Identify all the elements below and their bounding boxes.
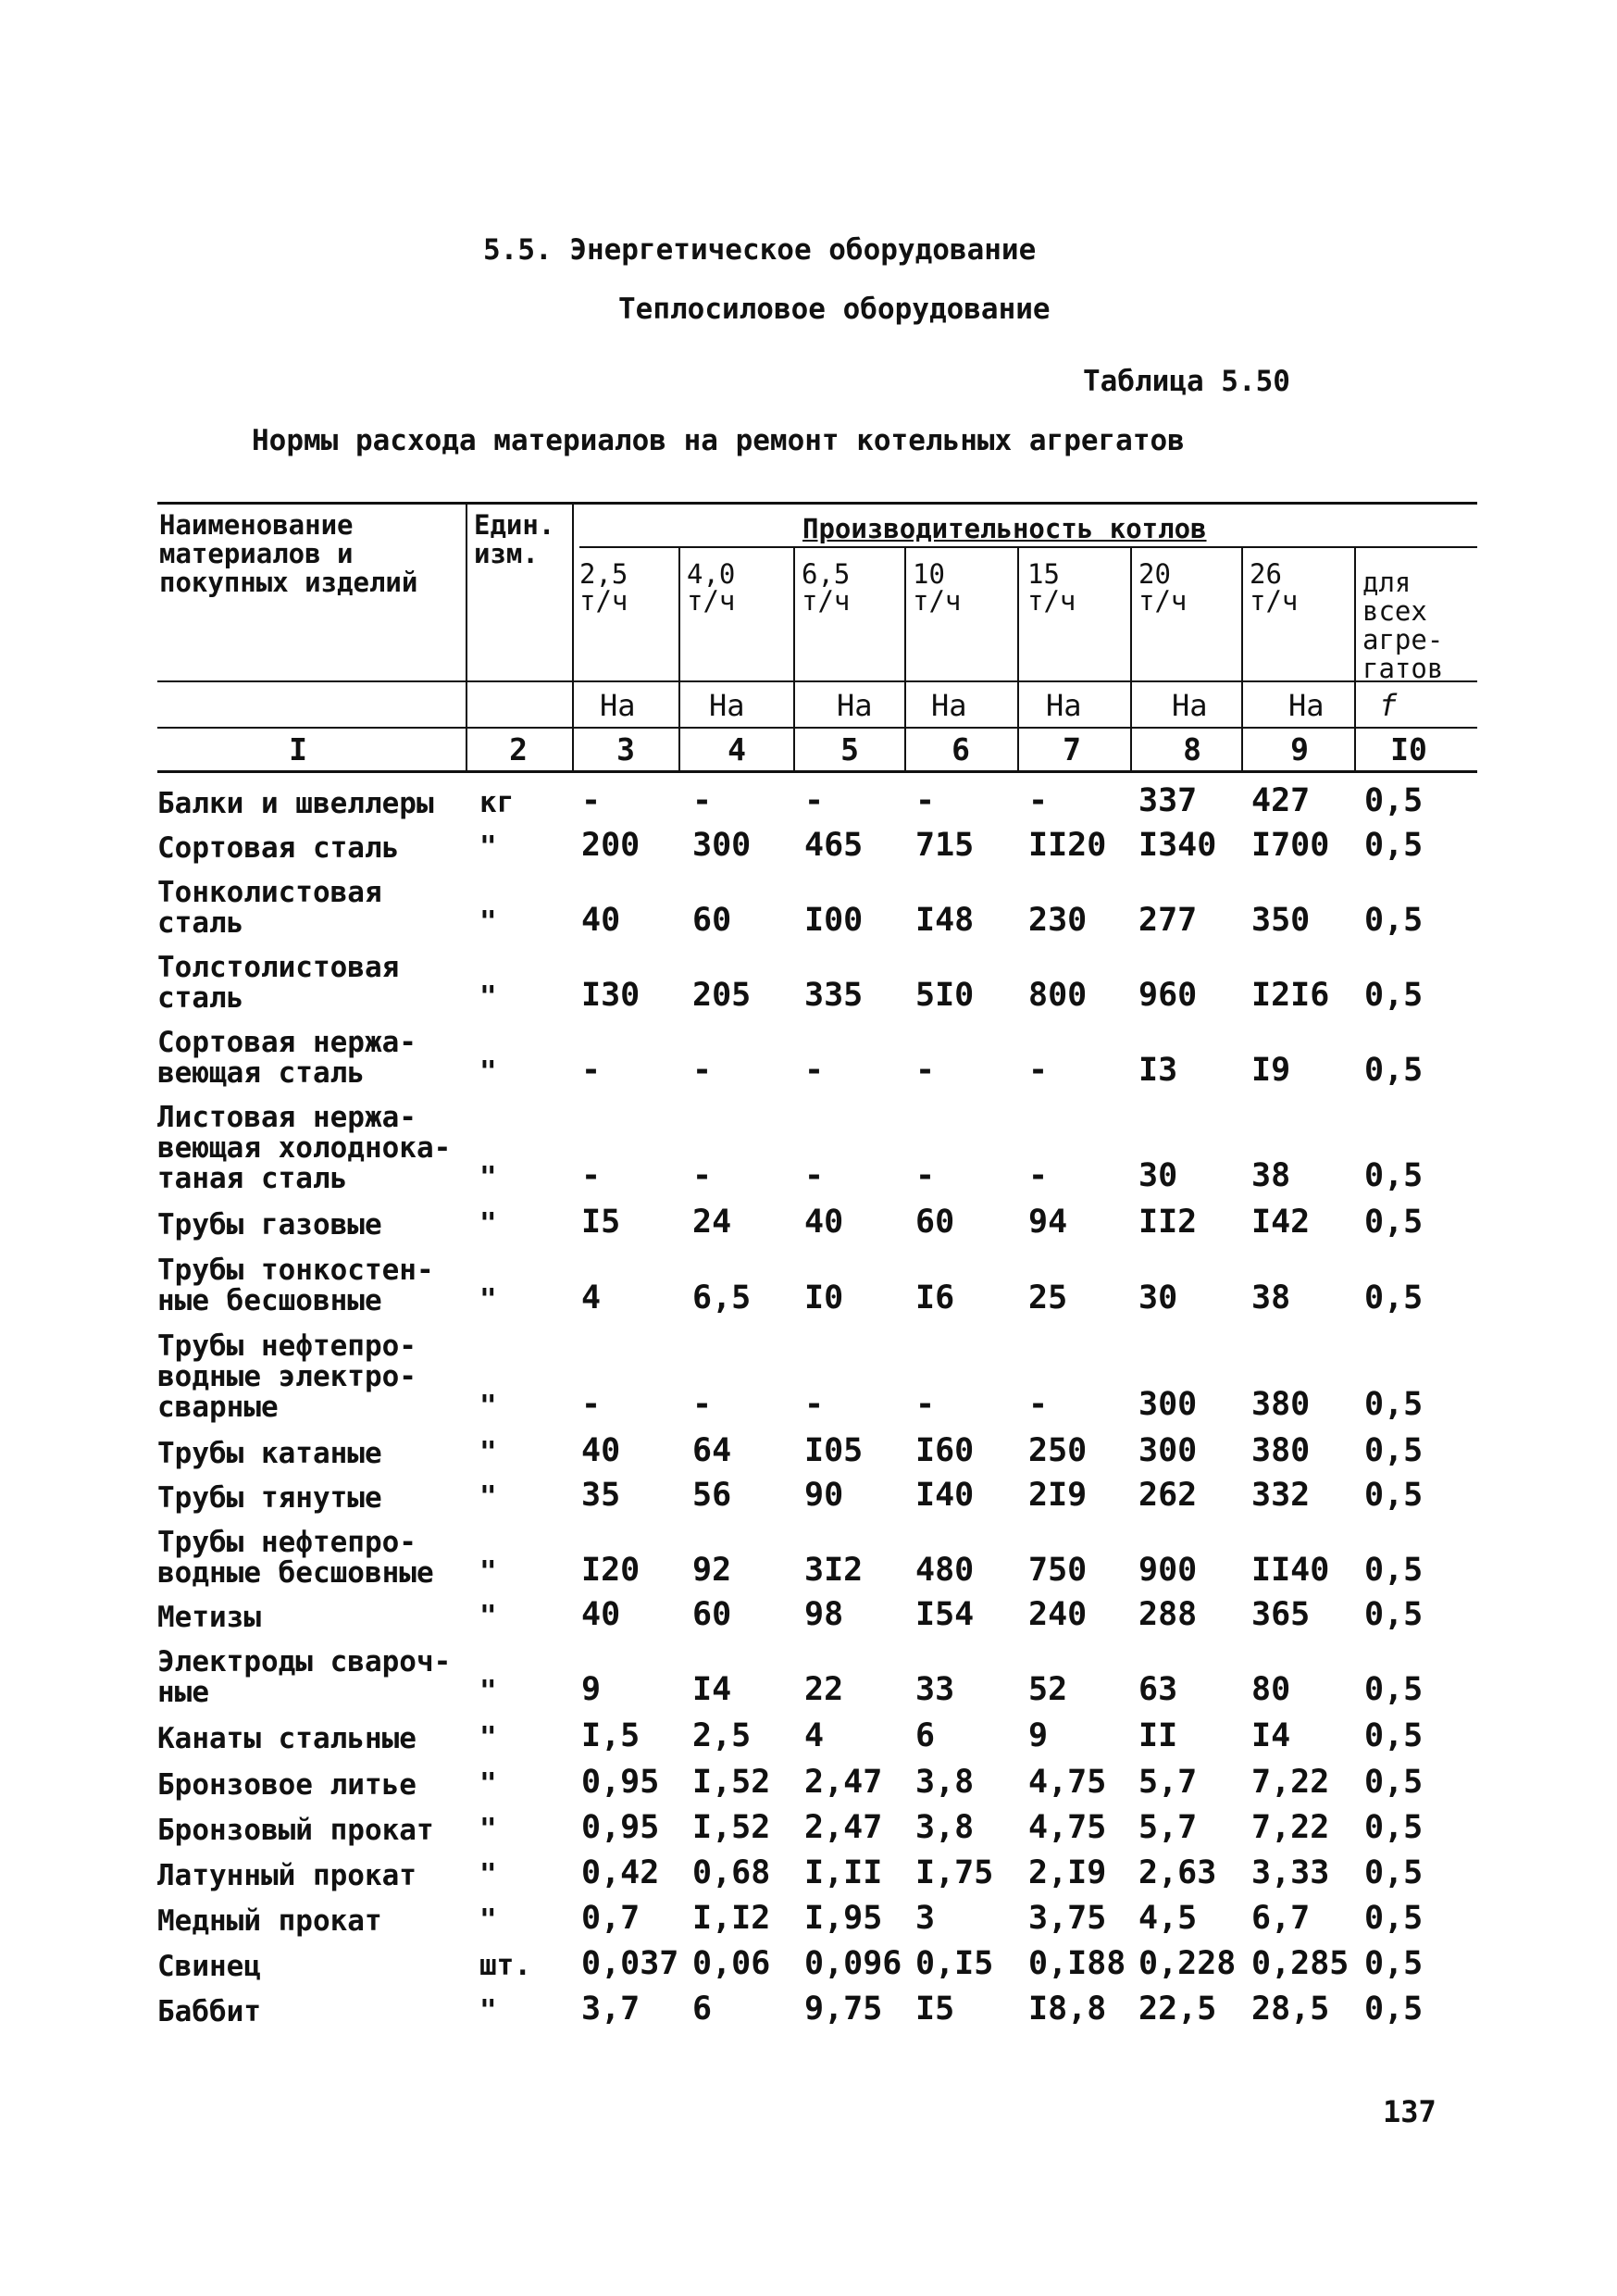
value-6-5: I,II	[804, 1854, 883, 1891]
value-20: 0,228	[1138, 1945, 1237, 1982]
value-6-5: 22	[804, 1671, 844, 1708]
value-all: 0,5	[1364, 1596, 1424, 1633]
header-rule-1	[157, 680, 1477, 682]
value-2-5: -	[581, 782, 602, 819]
value-26: I42	[1251, 1204, 1311, 1241]
value-all: 0,5	[1364, 1717, 1424, 1754]
unit: "	[479, 980, 497, 1014]
capacity-header: 26 т/ч	[1250, 558, 1299, 617]
col-rule	[678, 548, 680, 771]
value-2-5: 0,95	[581, 1809, 660, 1846]
material-name: Метизы	[157, 1601, 261, 1634]
value-10: I5	[915, 1990, 955, 2028]
value-all: 0,5	[1364, 1671, 1424, 1708]
material-name: Бронзовое литье	[157, 1768, 417, 1802]
unit: "	[479, 1436, 497, 1469]
norm-symbol: На	[709, 688, 745, 723]
column-number: 6	[952, 731, 970, 767]
value-6-5: -	[804, 1157, 825, 1194]
value-10: 3,8	[915, 1764, 975, 1801]
norm-symbol: f	[1379, 688, 1398, 723]
value-all: 0,5	[1364, 1809, 1424, 1846]
value-all: 0,5	[1364, 1157, 1424, 1194]
value-6-5: I00	[804, 902, 864, 939]
value-15: 9	[1028, 1717, 1049, 1754]
column-number: 5	[840, 731, 859, 767]
material-name: Электроды свароч- ные	[157, 1645, 452, 1709]
value-10: 33	[915, 1671, 955, 1708]
material-name: Трубы катаные	[157, 1437, 382, 1470]
value-10: -	[915, 1157, 936, 1194]
value-20: 300	[1138, 1386, 1198, 1423]
material-name: Бронзовый прокат	[157, 1814, 434, 1847]
col-rule	[1354, 548, 1356, 771]
value-all: 0,5	[1364, 1204, 1424, 1241]
column-number: I0	[1390, 731, 1427, 767]
material-name: Трубы тонкостен- ные бесшовные	[157, 1254, 434, 1317]
value-2-5: I20	[581, 1552, 641, 1589]
value-15: 230	[1028, 902, 1088, 939]
section-title: 5.5. Энергетическое оборудование	[483, 233, 1037, 267]
value-2-5: 0,42	[581, 1854, 660, 1891]
value-2-5: 3,7	[581, 1990, 641, 2028]
value-4-0: 6,5	[692, 1279, 752, 1316]
value-26: I4	[1251, 1717, 1291, 1754]
value-2-5: 0,95	[581, 1764, 660, 1801]
value-15: -	[1028, 1052, 1049, 1089]
column-number: 3	[616, 731, 635, 767]
value-26: 350	[1251, 902, 1311, 939]
value-10: I6	[915, 1279, 955, 1316]
unit: "	[479, 1994, 497, 2028]
value-15: 25	[1028, 1279, 1068, 1316]
material-name: Листовая нержа- веющая холоднока- таная сталь	[157, 1101, 452, 1195]
value-15: 250	[1028, 1432, 1088, 1469]
value-all: 0,5	[1364, 1552, 1424, 1589]
value-15: 4,75	[1028, 1809, 1107, 1846]
value-4-0: 6	[692, 1990, 713, 2028]
value-4-0: I4	[692, 1671, 732, 1708]
unit: "	[479, 1721, 497, 1754]
value-4-0: 24	[692, 1204, 732, 1241]
value-6-5: 2,47	[804, 1764, 883, 1801]
value-15: 800	[1028, 977, 1088, 1014]
value-15: 3,75	[1028, 1900, 1107, 1937]
unit: "	[479, 1055, 497, 1089]
material-name: Медный прокат	[157, 1904, 382, 1938]
value-2-5: 200	[581, 827, 641, 864]
value-20: 5,7	[1138, 1809, 1198, 1846]
value-2-5: I5	[581, 1204, 621, 1241]
value-20: 262	[1138, 1477, 1198, 1514]
value-6-5: 2,47	[804, 1809, 883, 1846]
header-rule-2	[157, 727, 1477, 729]
value-26: 427	[1251, 782, 1311, 819]
value-10: I,75	[915, 1854, 994, 1891]
value-20: 337	[1138, 782, 1198, 819]
value-2-5: -	[581, 1052, 602, 1089]
value-all: 0,5	[1364, 977, 1424, 1014]
value-26: I9	[1251, 1052, 1291, 1089]
value-26: I2I6	[1251, 977, 1330, 1014]
value-10: -	[915, 782, 936, 819]
column-number: I	[289, 731, 307, 767]
value-26: 7,22	[1251, 1809, 1330, 1846]
value-20: 2,63	[1138, 1854, 1217, 1891]
value-6-5: 465	[804, 827, 864, 864]
value-4-0: -	[692, 1157, 713, 1194]
col-rule	[1017, 548, 1019, 771]
norm-symbol: На	[600, 688, 636, 723]
value-2-5: 9	[581, 1671, 602, 1708]
value-15: I8,8	[1028, 1990, 1107, 2028]
table-top-rule	[157, 502, 1477, 505]
header-unit-col: Един. изм.	[474, 509, 555, 569]
value-all: 0,5	[1364, 902, 1424, 939]
value-20: 22,5	[1138, 1990, 1217, 2028]
value-all: 0,5	[1364, 1900, 1424, 1937]
value-15: 2I9	[1028, 1477, 1088, 1514]
unit: "	[479, 1207, 497, 1241]
value-15: 240	[1028, 1596, 1088, 1633]
value-4-0: 2,5	[692, 1717, 752, 1754]
col-rule	[466, 505, 467, 771]
unit: "	[479, 1903, 497, 1937]
value-26: 38	[1251, 1279, 1291, 1316]
unit: "	[479, 1283, 497, 1316]
value-26: 7,22	[1251, 1764, 1330, 1801]
header-group: Производительность котлов	[802, 513, 1207, 544]
value-10: I54	[915, 1596, 975, 1633]
value-20: 4,5	[1138, 1900, 1198, 1937]
material-name: Сортовая нержа- веющая сталь	[157, 1026, 417, 1090]
value-6-5: 335	[804, 977, 864, 1014]
value-4-0: I,52	[692, 1809, 771, 1846]
value-all: 0,5	[1364, 1052, 1424, 1089]
value-10: -	[915, 1386, 936, 1423]
value-2-5: 40	[581, 1432, 621, 1469]
table-title: Нормы расхода материалов на ремонт котельных агрегатов	[252, 424, 1185, 457]
page-number: 137	[1383, 2094, 1437, 2129]
value-10: 5I0	[915, 977, 975, 1014]
unit: шт.	[479, 1949, 531, 1982]
norm-symbol: На	[1172, 688, 1208, 723]
value-6-5: 90	[804, 1477, 844, 1514]
value-2-5: 0,7	[581, 1900, 641, 1937]
value-all: 0,5	[1364, 1764, 1424, 1801]
value-10: 6	[915, 1717, 936, 1754]
value-6-5: -	[804, 782, 825, 819]
value-6-5: -	[804, 1386, 825, 1423]
value-20: 5,7	[1138, 1764, 1198, 1801]
value-15: II20	[1028, 827, 1107, 864]
value-all: 0,5	[1364, 827, 1424, 864]
value-4-0: -	[692, 1052, 713, 1089]
value-15: 0,I88	[1028, 1945, 1126, 1982]
capacity-header: 15 т/ч	[1027, 558, 1076, 617]
norm-symbol: На	[1288, 688, 1325, 723]
value-26: II40	[1251, 1552, 1330, 1589]
value-26: 28,5	[1251, 1990, 1330, 2028]
value-26: 365	[1251, 1596, 1311, 1633]
norm-symbol: На	[1046, 688, 1082, 723]
value-15: -	[1028, 1386, 1049, 1423]
value-4-0: 205	[692, 977, 752, 1014]
value-4-0: -	[692, 782, 713, 819]
value-15: 2,I9	[1028, 1854, 1107, 1891]
value-2-5: 40	[581, 1596, 621, 1633]
value-all: 0,5	[1364, 782, 1424, 819]
capacity-header: 4,0 т/ч	[687, 558, 736, 617]
value-15: 52	[1028, 1671, 1068, 1708]
value-4-0: 56	[692, 1477, 732, 1514]
unit: "	[479, 830, 497, 864]
column-number: 4	[728, 731, 746, 767]
material-name: Сортовая сталь	[157, 831, 400, 865]
column-number: 8	[1183, 731, 1201, 767]
unit: "	[479, 1675, 497, 1708]
value-26: 3,33	[1251, 1854, 1330, 1891]
value-4-0: 0,68	[692, 1854, 771, 1891]
table-label: Таблица 5.50	[1083, 365, 1290, 398]
value-6-5: I05	[804, 1432, 864, 1469]
header-rule-3	[157, 770, 1477, 773]
value-4-0: 92	[692, 1552, 732, 1589]
column-number: 9	[1290, 731, 1309, 767]
value-6-5: 9,75	[804, 1990, 883, 2028]
material-name: Трубы нефтепро- водные бесшовные	[157, 1526, 434, 1590]
value-20: 300	[1138, 1432, 1198, 1469]
value-10: 60	[915, 1204, 955, 1241]
unit: "	[479, 1480, 497, 1514]
value-6-5: I0	[804, 1279, 844, 1316]
value-20: 63	[1138, 1671, 1178, 1708]
unit: "	[479, 1858, 497, 1891]
value-10: 480	[915, 1552, 975, 1589]
value-20: 288	[1138, 1596, 1198, 1633]
column-number: 7	[1063, 731, 1081, 767]
capacity-header: 2,5 т/ч	[579, 558, 628, 617]
value-26: I700	[1251, 827, 1330, 864]
value-20: 30	[1138, 1157, 1178, 1194]
value-all: 0,5	[1364, 1477, 1424, 1514]
value-2-5: -	[581, 1157, 602, 1194]
col-rule	[1241, 548, 1243, 771]
value-20: 30	[1138, 1279, 1178, 1316]
value-4-0: I,52	[692, 1764, 771, 1801]
unit: "	[479, 1555, 497, 1589]
value-all: 0,5	[1364, 1854, 1424, 1891]
value-6-5: -	[804, 1052, 825, 1089]
value-10: -	[915, 1052, 936, 1089]
col-rule	[572, 505, 574, 771]
value-15: -	[1028, 782, 1049, 819]
value-15: 750	[1028, 1552, 1088, 1589]
column-number: 2	[509, 731, 528, 767]
value-6-5: 0,096	[804, 1945, 902, 1982]
value-2-5: -	[581, 1386, 602, 1423]
value-4-0: 60	[692, 902, 732, 939]
value-26: 380	[1251, 1386, 1311, 1423]
group-rule	[579, 546, 1477, 548]
material-name: Баббит	[157, 1995, 261, 2028]
value-all: 0,5	[1364, 1386, 1424, 1423]
value-all: 0,5	[1364, 1432, 1424, 1469]
value-10: I40	[915, 1477, 975, 1514]
subsection-title: Теплосиловое оборудование	[618, 293, 1051, 326]
value-4-0: 300	[692, 827, 752, 864]
value-4-0: I,I2	[692, 1900, 771, 1937]
value-4-0: 64	[692, 1432, 732, 1469]
value-all: 0,5	[1364, 1279, 1424, 1316]
value-6-5: I,95	[804, 1900, 883, 1937]
value-20: 960	[1138, 977, 1198, 1014]
value-20: II	[1138, 1717, 1178, 1754]
value-4-0: 60	[692, 1596, 732, 1633]
value-26: 0,285	[1251, 1945, 1350, 1982]
material-name: Трубы тянутые	[157, 1481, 382, 1515]
material-name: Толстолистовая сталь	[157, 951, 400, 1015]
unit: "	[479, 1767, 497, 1801]
value-10: I48	[915, 902, 975, 939]
value-20: 900	[1138, 1552, 1198, 1589]
value-15: 4,75	[1028, 1764, 1107, 1801]
value-2-5: I30	[581, 977, 641, 1014]
value-20: 277	[1138, 902, 1198, 939]
material-name: Трубы газовые	[157, 1208, 382, 1242]
unit: "	[479, 1600, 497, 1633]
value-10: 715	[915, 827, 975, 864]
value-2-5: 40	[581, 902, 621, 939]
value-10: 3	[915, 1900, 936, 1937]
value-26: 80	[1251, 1671, 1291, 1708]
value-6-5: 3I2	[804, 1552, 864, 1589]
value-15: -	[1028, 1157, 1049, 1194]
value-6-5: 98	[804, 1596, 844, 1633]
unit: "	[479, 1161, 497, 1194]
value-6-5: 4	[804, 1717, 825, 1754]
value-26: 38	[1251, 1157, 1291, 1194]
col-rule	[904, 548, 906, 771]
unit: "	[479, 1390, 497, 1423]
capacity-header: 20 т/ч	[1138, 558, 1188, 617]
material-name: Латунный прокат	[157, 1859, 417, 1892]
unit: кг	[479, 786, 515, 819]
capacity-header-all: для всех агре- гатов	[1362, 567, 1444, 684]
value-10: I60	[915, 1432, 975, 1469]
value-2-5: I,5	[581, 1717, 641, 1754]
value-2-5: 4	[581, 1279, 602, 1316]
value-4-0: -	[692, 1386, 713, 1423]
norm-symbol: На	[837, 688, 873, 723]
unit: "	[479, 905, 497, 939]
value-20: II2	[1138, 1204, 1198, 1241]
value-15: 94	[1028, 1204, 1068, 1241]
value-10: 3,8	[915, 1809, 975, 1846]
value-2-5: 0,037	[581, 1945, 679, 1982]
material-name: Трубы нефтепро- водные электро- сварные	[157, 1329, 417, 1424]
value-26: 6,7	[1251, 1900, 1311, 1937]
value-4-0: 0,06	[692, 1945, 771, 1982]
value-20: I340	[1138, 827, 1217, 864]
col-rule	[793, 548, 795, 771]
col-rule	[1130, 548, 1132, 771]
value-20: I3	[1138, 1052, 1178, 1089]
value-26: 380	[1251, 1432, 1311, 1469]
header-name-col: Наименование материалов и покупных изделий	[159, 509, 418, 598]
value-all: 0,5	[1364, 1945, 1424, 1982]
value-6-5: 40	[804, 1204, 844, 1241]
capacity-header: 10 т/ч	[913, 558, 962, 617]
material-name: Балки и швеллеры	[157, 787, 434, 820]
value-all: 0,5	[1364, 1990, 1424, 2028]
material-name: Канаты стальные	[157, 1722, 417, 1755]
material-name: Тонколистовая сталь	[157, 876, 382, 940]
material-name: Свинец	[157, 1950, 261, 1983]
norm-symbol: На	[931, 688, 967, 723]
unit: "	[479, 1813, 497, 1846]
value-2-5: 35	[581, 1477, 621, 1514]
capacity-header: 6,5 т/ч	[802, 558, 851, 617]
value-10: 0,I5	[915, 1945, 994, 1982]
value-26: 332	[1251, 1477, 1311, 1514]
